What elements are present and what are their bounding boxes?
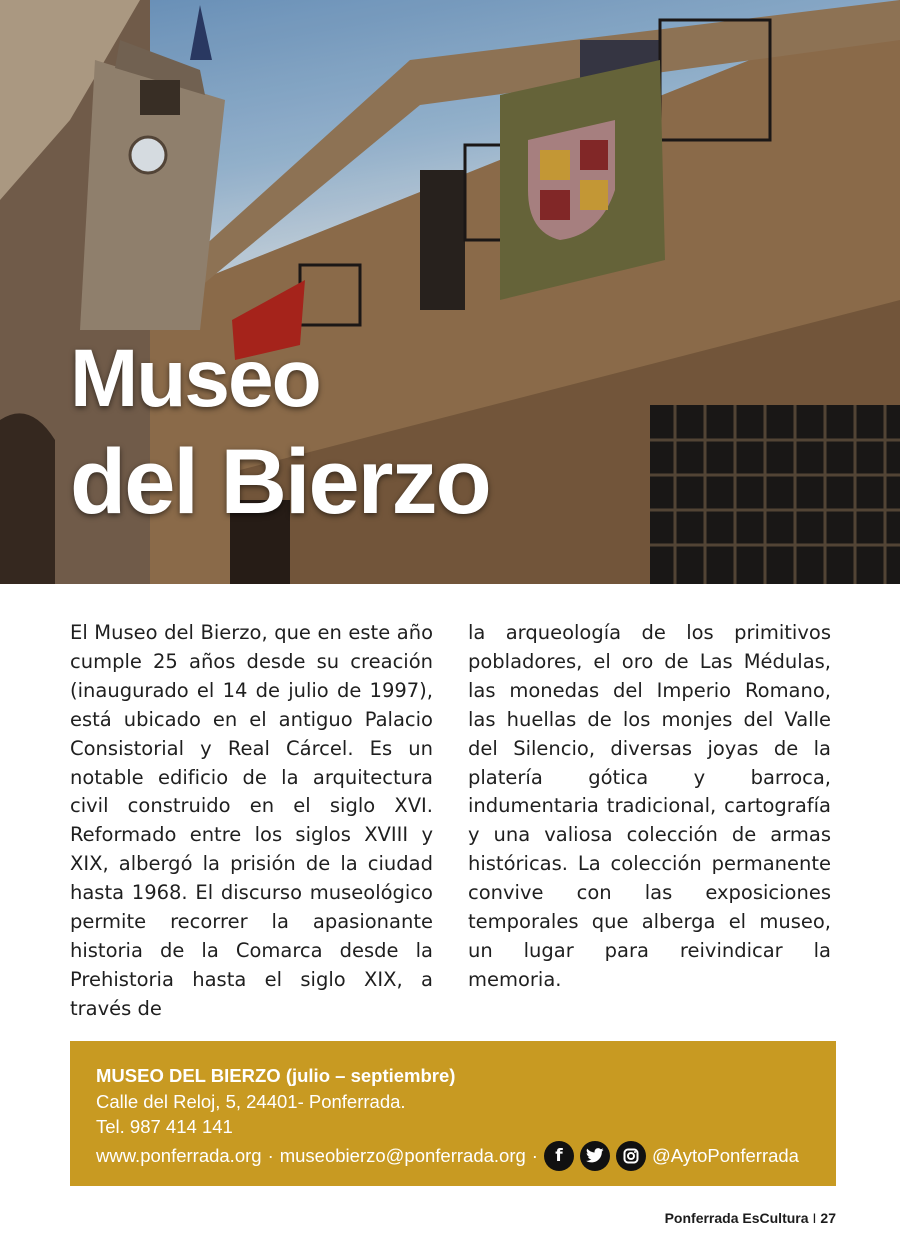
facebook-icon[interactable]: f (544, 1141, 574, 1171)
body-text-left-column: El Museo del Bierzo, que en este año cumple 25 años desde su creación (inaugurado el 14 de julio de 1997), está ubicado en el antiguo Palacio Consistorial y Real Cárcel. Es un notable edificio de la arquitectura civil construido en el siglo XVI. Reformado entre los siglos XVIII y XIX, albergó la prisión de la ciudad hasta 1968. El discurso museológico permite recorrer la apasionante historia de la Comarca desde la Prehistoria hasta el siglo XIX, a través de (70, 621, 433, 1020)
website-link[interactable]: www.ponferrada.org (96, 1144, 262, 1166)
hero-photo (0, 0, 900, 584)
info-box-title: MUSEO DEL BIERZO (julio – septiembre) (96, 1065, 456, 1086)
page-title-line-1: Museo (70, 333, 320, 424)
separator-dot: · (267, 1144, 274, 1166)
social-handle[interactable]: @AytoPonferrada (651, 1144, 799, 1166)
instagram-icon[interactable] (616, 1141, 646, 1171)
body-text-right-column: la arqueología de los primitivos pobladores, el oro de Las Médulas, las monedas del Imperio Romano, las huellas de los monjes del Valle del Silencio, diversas joyas de la platería gótica y barroca, indumentaria tradicional, cartografía y una valiosa colección de armas históricas. La colección permanente convive con las exposiciones temporales que alberga el museo, un lugar para reivindicar la memoria. (468, 621, 831, 991)
contact-row (96, 1141, 810, 1171)
page-number: 27 (820, 1210, 836, 1226)
museum-phone: Tel. 987 414 141 (96, 1116, 233, 1137)
email-link[interactable]: museobierzo@ponferrada.org (279, 1144, 526, 1166)
page-title-line-2: del Bierzo (70, 431, 490, 533)
publication-name: Ponferrada EsCultura (664, 1210, 809, 1226)
footer-divider: I (812, 1210, 817, 1226)
museum-info-box (70, 1041, 836, 1186)
twitter-icon[interactable] (580, 1141, 610, 1171)
separator-dot: · (531, 1144, 538, 1166)
museum-address: Calle del Reloj, 5, 24401- Ponferrada. (96, 1090, 406, 1112)
page-footer (665, 1210, 836, 1226)
